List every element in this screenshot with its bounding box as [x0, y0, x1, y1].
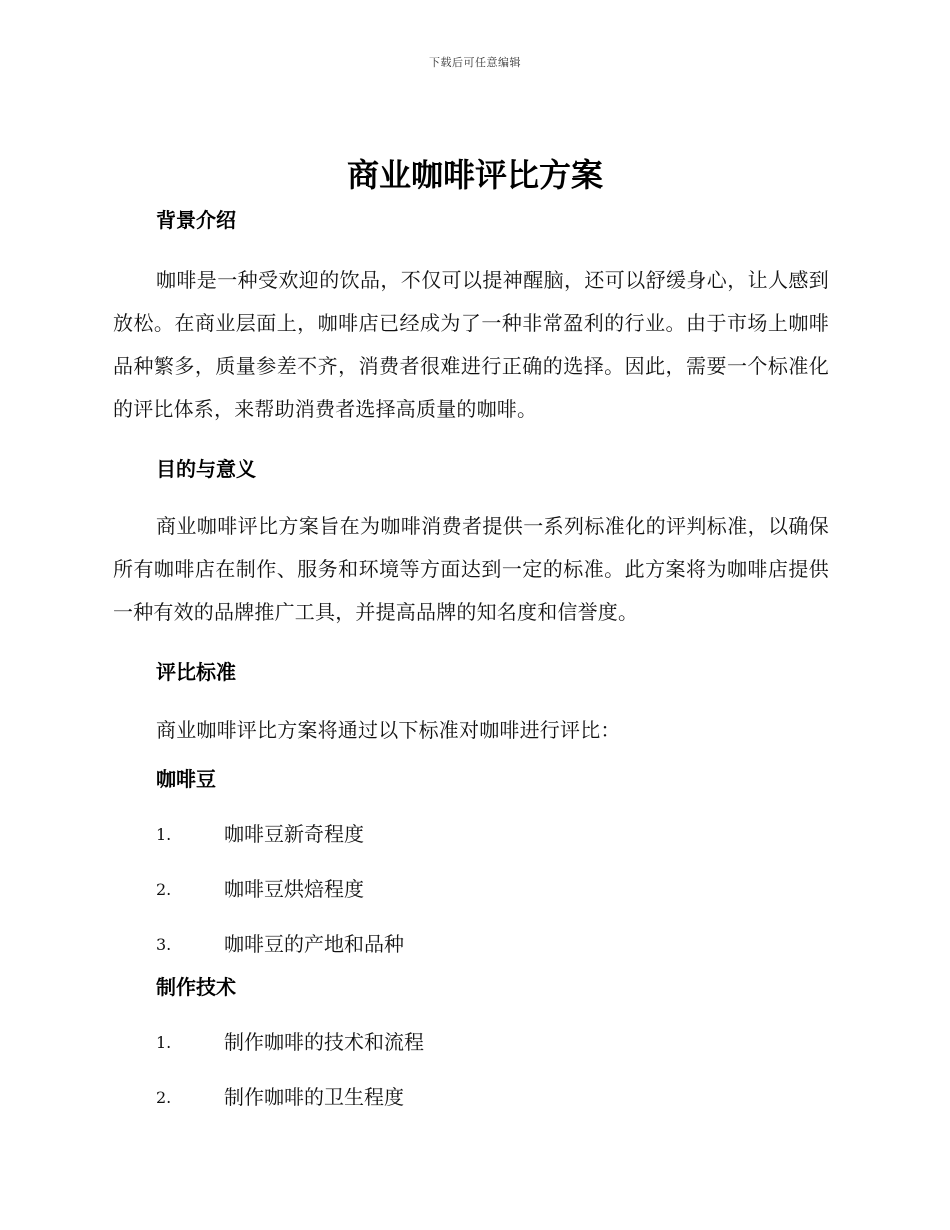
section-heading-criteria: 评比标准 — [156, 660, 236, 684]
list-item — [113, 1070, 829, 1125]
list-item — [113, 917, 829, 972]
list-item — [113, 807, 829, 862]
section-heading-technique: 制作技术 — [156, 975, 236, 999]
list-item-number: 2. — [156, 880, 172, 899]
section-paragraph-purpose: 商业咖啡评比方案旨在为咖啡消费者提供一系列标准化的评判标准，以确保所有咖啡店在制作、服务和环境等方面达到一定的标准。此方案将为咖啡店提供一种有效的品牌推广工具，并提高品牌的知名度和信誉度。 — [113, 514, 829, 624]
section-heading-purpose: 目的与意义 — [156, 457, 256, 481]
list-item-text: 咖啡豆新奇程度 — [224, 822, 364, 846]
document-title: 商业咖啡评比方案 — [346, 156, 603, 194]
list-item-number: 1. — [156, 825, 172, 844]
list-item-text: 制作咖啡的卫生程度 — [224, 1085, 404, 1109]
list-item-text: 咖啡豆烘焙程度 — [224, 877, 364, 901]
section-paragraph-criteria: 商业咖啡评比方案将通过以下标准对咖啡进行评比： — [156, 718, 621, 742]
list-item — [113, 862, 829, 917]
document-body — [113, 205, 829, 1125]
section-paragraph-background: 咖啡是一种受欢迎的饮品，不仅可以提神醒脑，还可以舒缓身心，让人感到放松。在商业层面上，咖啡店已经成为了一种非常盈利的行业。由于市场上咖啡品种繁多，质量参差不齐，消费者很难进行正确的选择。因此，需要一个标准化的评比体系，来帮助消费者选择高质量的咖啡。 — [113, 268, 829, 421]
beans-list — [113, 807, 829, 972]
section-heading-beans: 咖啡豆 — [156, 767, 216, 791]
list-item-number: 2. — [156, 1088, 172, 1107]
header-note: 下载后可任意编辑 — [429, 56, 521, 69]
list-item-number: 1. — [156, 1033, 172, 1052]
technique-list — [113, 1015, 829, 1125]
section-heading-background: 背景介绍 — [156, 208, 236, 232]
list-item-number: 3. — [156, 935, 172, 954]
list-item-text: 咖啡豆的产地和品种 — [224, 932, 404, 956]
list-item-text: 制作咖啡的技术和流程 — [224, 1030, 424, 1054]
list-item — [113, 1015, 829, 1070]
